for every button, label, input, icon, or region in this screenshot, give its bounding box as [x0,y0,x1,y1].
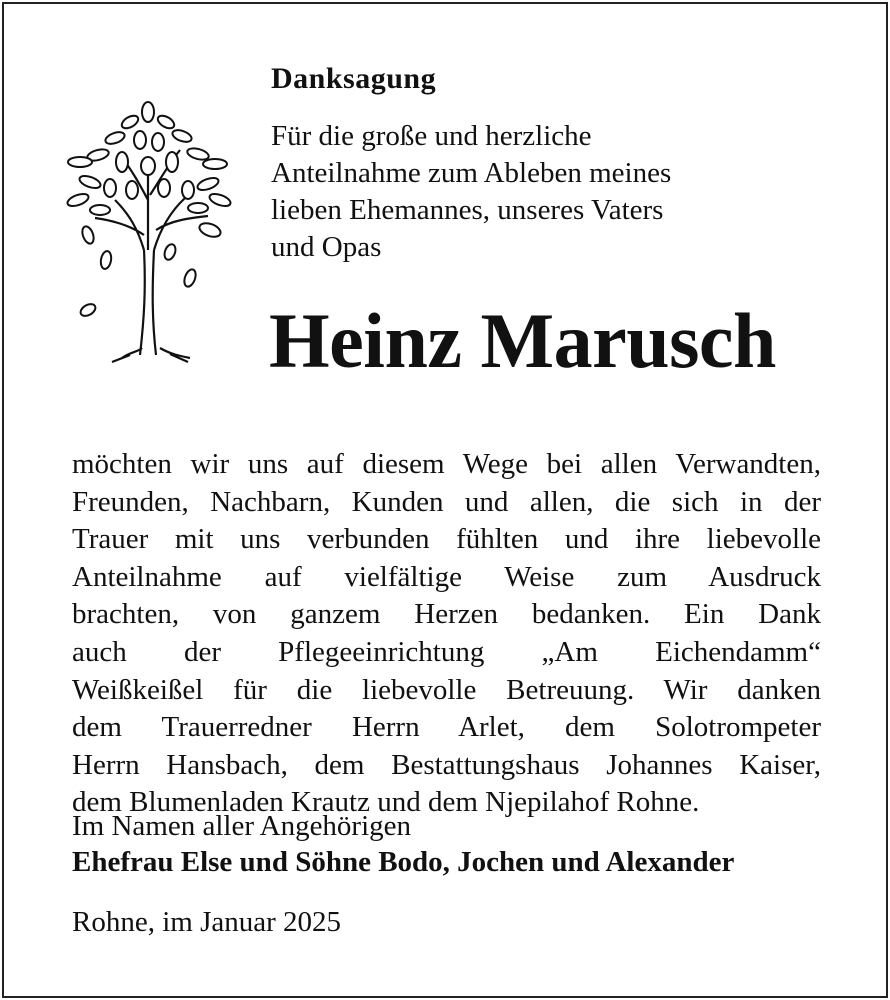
body-line: brachten, von ganzem Herzen bedanken. Ein Dank [72,598,821,631]
deceased-name: Heinz Marusch [269,297,776,384]
intro-line: lieben Ehemannes, unseres Vaters [271,194,664,226]
signature [72,808,734,880]
body-line: Trauer mit uns verbunden fühlten und ihre liebevolle [72,523,821,556]
intro-text [271,118,671,266]
body-line: Freunden, Nachbarn, Kunden und allen, die sich in der [72,485,821,518]
body-line: Weißkeißel für die liebevolle Betreuung. Wir danken [72,673,821,706]
intro-line: Für die große und herzliche [271,120,592,152]
heading-danksagung: Danksagung [271,62,437,95]
signature-intro: Im Namen aller Angehörigen [72,810,412,842]
body-line: dem Trauerredner Herrn Arlet, dem Solotrompeter [72,711,821,744]
body-text [72,446,821,822]
body-line: dem Blumenladen Krautz und dem Njepilahof Rohne. [72,786,700,819]
body-line: Anteilnahme auf vielfältige Weise zum Ausdruck [72,560,821,593]
body-line: möchten wir uns auf diesem Wege bei allen Verwandten, [72,448,821,480]
body-line: Herrn Hansbach, dem Bestattungshaus Johannes Kaiser, [72,748,821,781]
place-date: Rohne, im Januar 2025 [72,906,342,938]
intro-line: Anteilnahme zum Ableben meines [271,157,672,189]
body-line: auch der Pflegeeinrichtung „Am Eichendamm“ [72,635,821,668]
intro-line: und Opas [271,231,382,263]
signature-names: Ehefrau Else und Söhne Bodo, Jochen und Alexander [72,846,735,878]
tree-icon [60,100,235,365]
